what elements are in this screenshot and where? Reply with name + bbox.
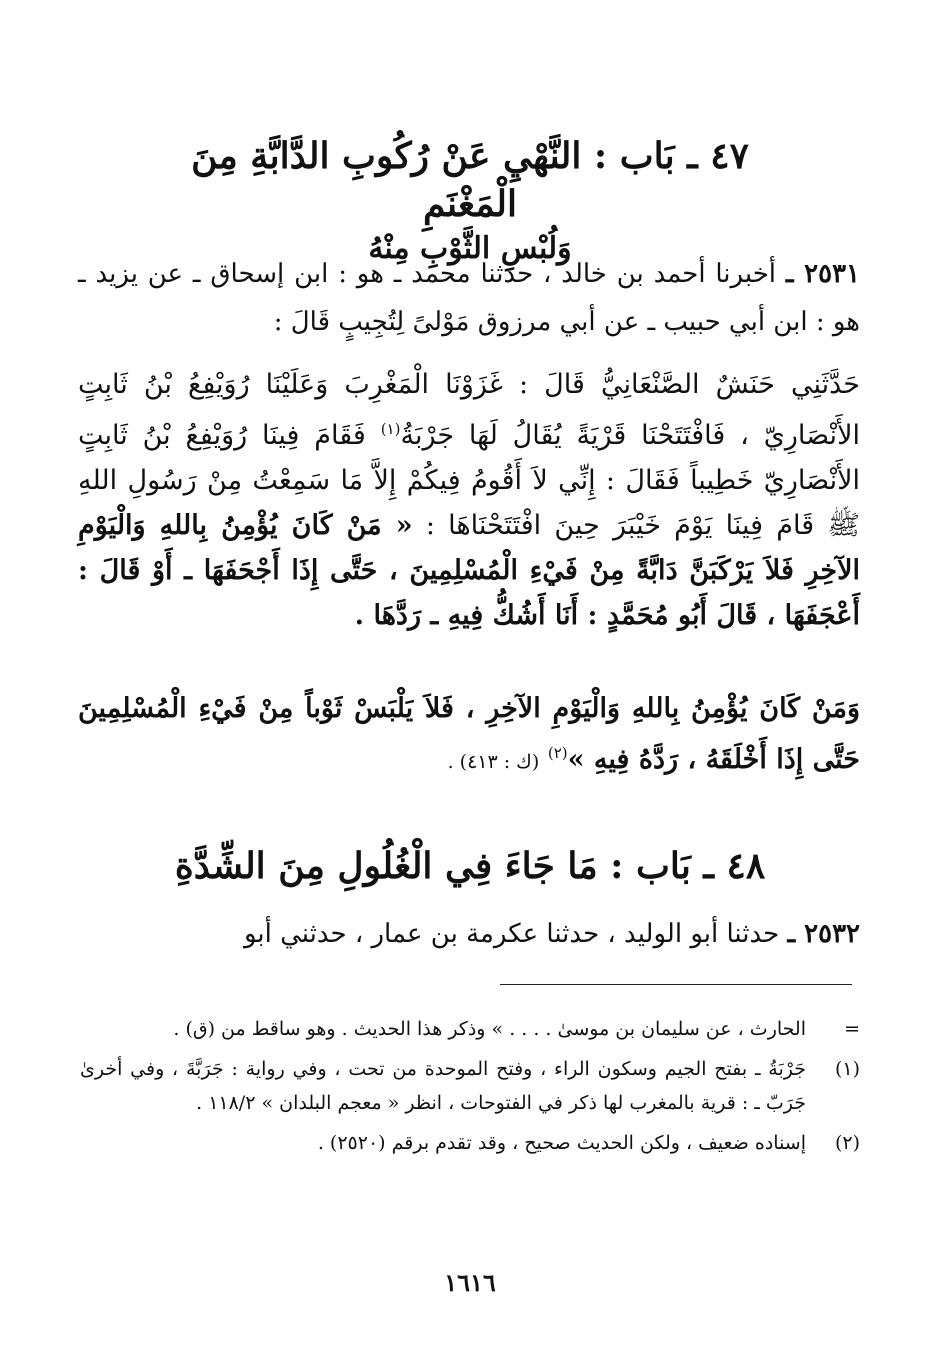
footnote-continuation xyxy=(80,1012,860,1046)
hadith-2531-body2-bold: وَمَنْ كَانَ يُؤْمِنُ بِاللهِ وَالْيَوْمِ الآخِرِ ، فَلاَ يَلْبَسْ ثَوْباً مِنْ فَيْءِ الْمُسْلِمِينَ حَتَّى إِذَا أَخْلَقَهُ ، رَدَّهُ فِيهِ » xyxy=(78,693,860,775)
hadith-2531-text xyxy=(78,362,860,638)
hadith-2531-body-plain: حَدَّثَنِي حَنَشٌ الصَّنْعَانِيُّ قَالَ : غَزَوْنَا الْمَغْرِبَ وَعَلَيْنَا رُوَيْفِعُ بْنُ ثَابِتٍ الأَنْصَارِيّ ، فَافْتَتَحْنَا قَرْيَةً يُقَالُ لَهَا جَرْبَةُ xyxy=(78,369,860,451)
footnote-text: الحارث ، عن سليمان بن موسىٰ . . . . » وذكر هذا الحديث . وهو ساقط من (ق) . xyxy=(173,1018,806,1040)
hadith-2531-body-plain-2: فَقَامَ فِينَا رُوَيْفِعُ بْنُ ثَابِتٍ الأَنْصَارِيّ خَطِيباً فَقَالَ : إِنِّي لاَ أَقُومُ فِيكُمْ إِلاَّ مَا سَمِعْتُ مِنْ رَسُولِ اللهِ ﷺ قَامَ فِينَا يَوْمَ خَيْبَرَ حِينَ افْتَتَحْنَاهَا : xyxy=(78,420,860,541)
footnotes xyxy=(80,1012,860,1160)
footnote-marker: (١) xyxy=(834,1058,860,1080)
hadith-2532-isnad-text: حدثنا أبو الوليد ، حدثنا عكرمة بن عمار ، حدثني أبو xyxy=(243,919,780,949)
hadith-2531-text-2 xyxy=(78,686,860,785)
chapter-47-title-line1: ٤٧ ـ بَاب : النَّهْيِ عَنْ رُكُوبِ الدَّابَّةِ مِنَ الْمَغْنَمِ xyxy=(191,135,749,225)
footnote-2 xyxy=(80,1126,860,1160)
footnote-separator xyxy=(500,984,852,985)
page-number: ١٦١٦ xyxy=(444,1268,496,1297)
footnote-1 xyxy=(80,1052,860,1120)
hadith-2531-source-ref: (ك : ٤١٣) . xyxy=(447,751,540,773)
hadith-2532-isnad xyxy=(78,910,860,958)
chapter-47-title-line2: وَلُبْسِ الثَّوْبِ مِنْهُ xyxy=(368,231,572,266)
footnote-ref-2: (٢) xyxy=(547,744,568,762)
footnote-ref-1: (١) xyxy=(380,420,401,438)
hadith-2531-body-bold: « مَنْ كَانَ يُؤْمِنُ بِاللهِ وَالْيَوْمِ الآخِرِ فَلاَ يَرْكَبَنَّ دَابَّةً مِنْ فَيْءِ الْمُسْلِمِينَ ، حَتَّى إِذَا أَجْحَفَهَا ـ أَوْ قَالَ : أَعْجَفَهَا ، قَالَ أَبُو مُحَمَّدٍ : أَنَا أَشُكُّ فِيهِ ـ رَدَّهَا . xyxy=(78,510,860,631)
footnote-marker: (٢) xyxy=(834,1132,860,1154)
footnote-marker: = xyxy=(844,1018,860,1040)
hadith-2531-isnad-text: أخبرنا أحمد بن خالد ، حدثنا محمد ـ هو : ابن إسحاق ـ عن يزيد ـ هو : ابن أبي حبيب ـ عن أبي مرزوق مَوْلىً لِتُجِيبٍ قَالَ : xyxy=(78,259,860,337)
footnote-text: جَرْبَةُ ـ بفتح الجيم وسكون الراء ، وفتح الموحدة من تحت ، وفي رواية : جَرَبَّةَ ، وفي أخرىٰ جَرَبّ ـ : قرية بالمغرب لها ذكر في الفتوحات ، انظر « معجم البلدان » ١١٨/٢ . xyxy=(80,1058,806,1114)
hadith-2531-number: ٢٥٣١ ـ xyxy=(785,259,860,289)
hadith-2531-isnad xyxy=(78,250,860,346)
chapter-48-heading: ٤٨ ـ بَاب : مَا جَاءَ فِي الْغُلُولِ مِنَ الشِّدَّةِ xyxy=(174,845,766,887)
footnote-text: إسناده ضعيف ، ولكن الحديث صحيح ، وقد تقدم برقم (٢٥٢٠) . xyxy=(317,1132,806,1154)
hadith-2532-number: ٢٥٣٢ ـ xyxy=(787,919,860,949)
